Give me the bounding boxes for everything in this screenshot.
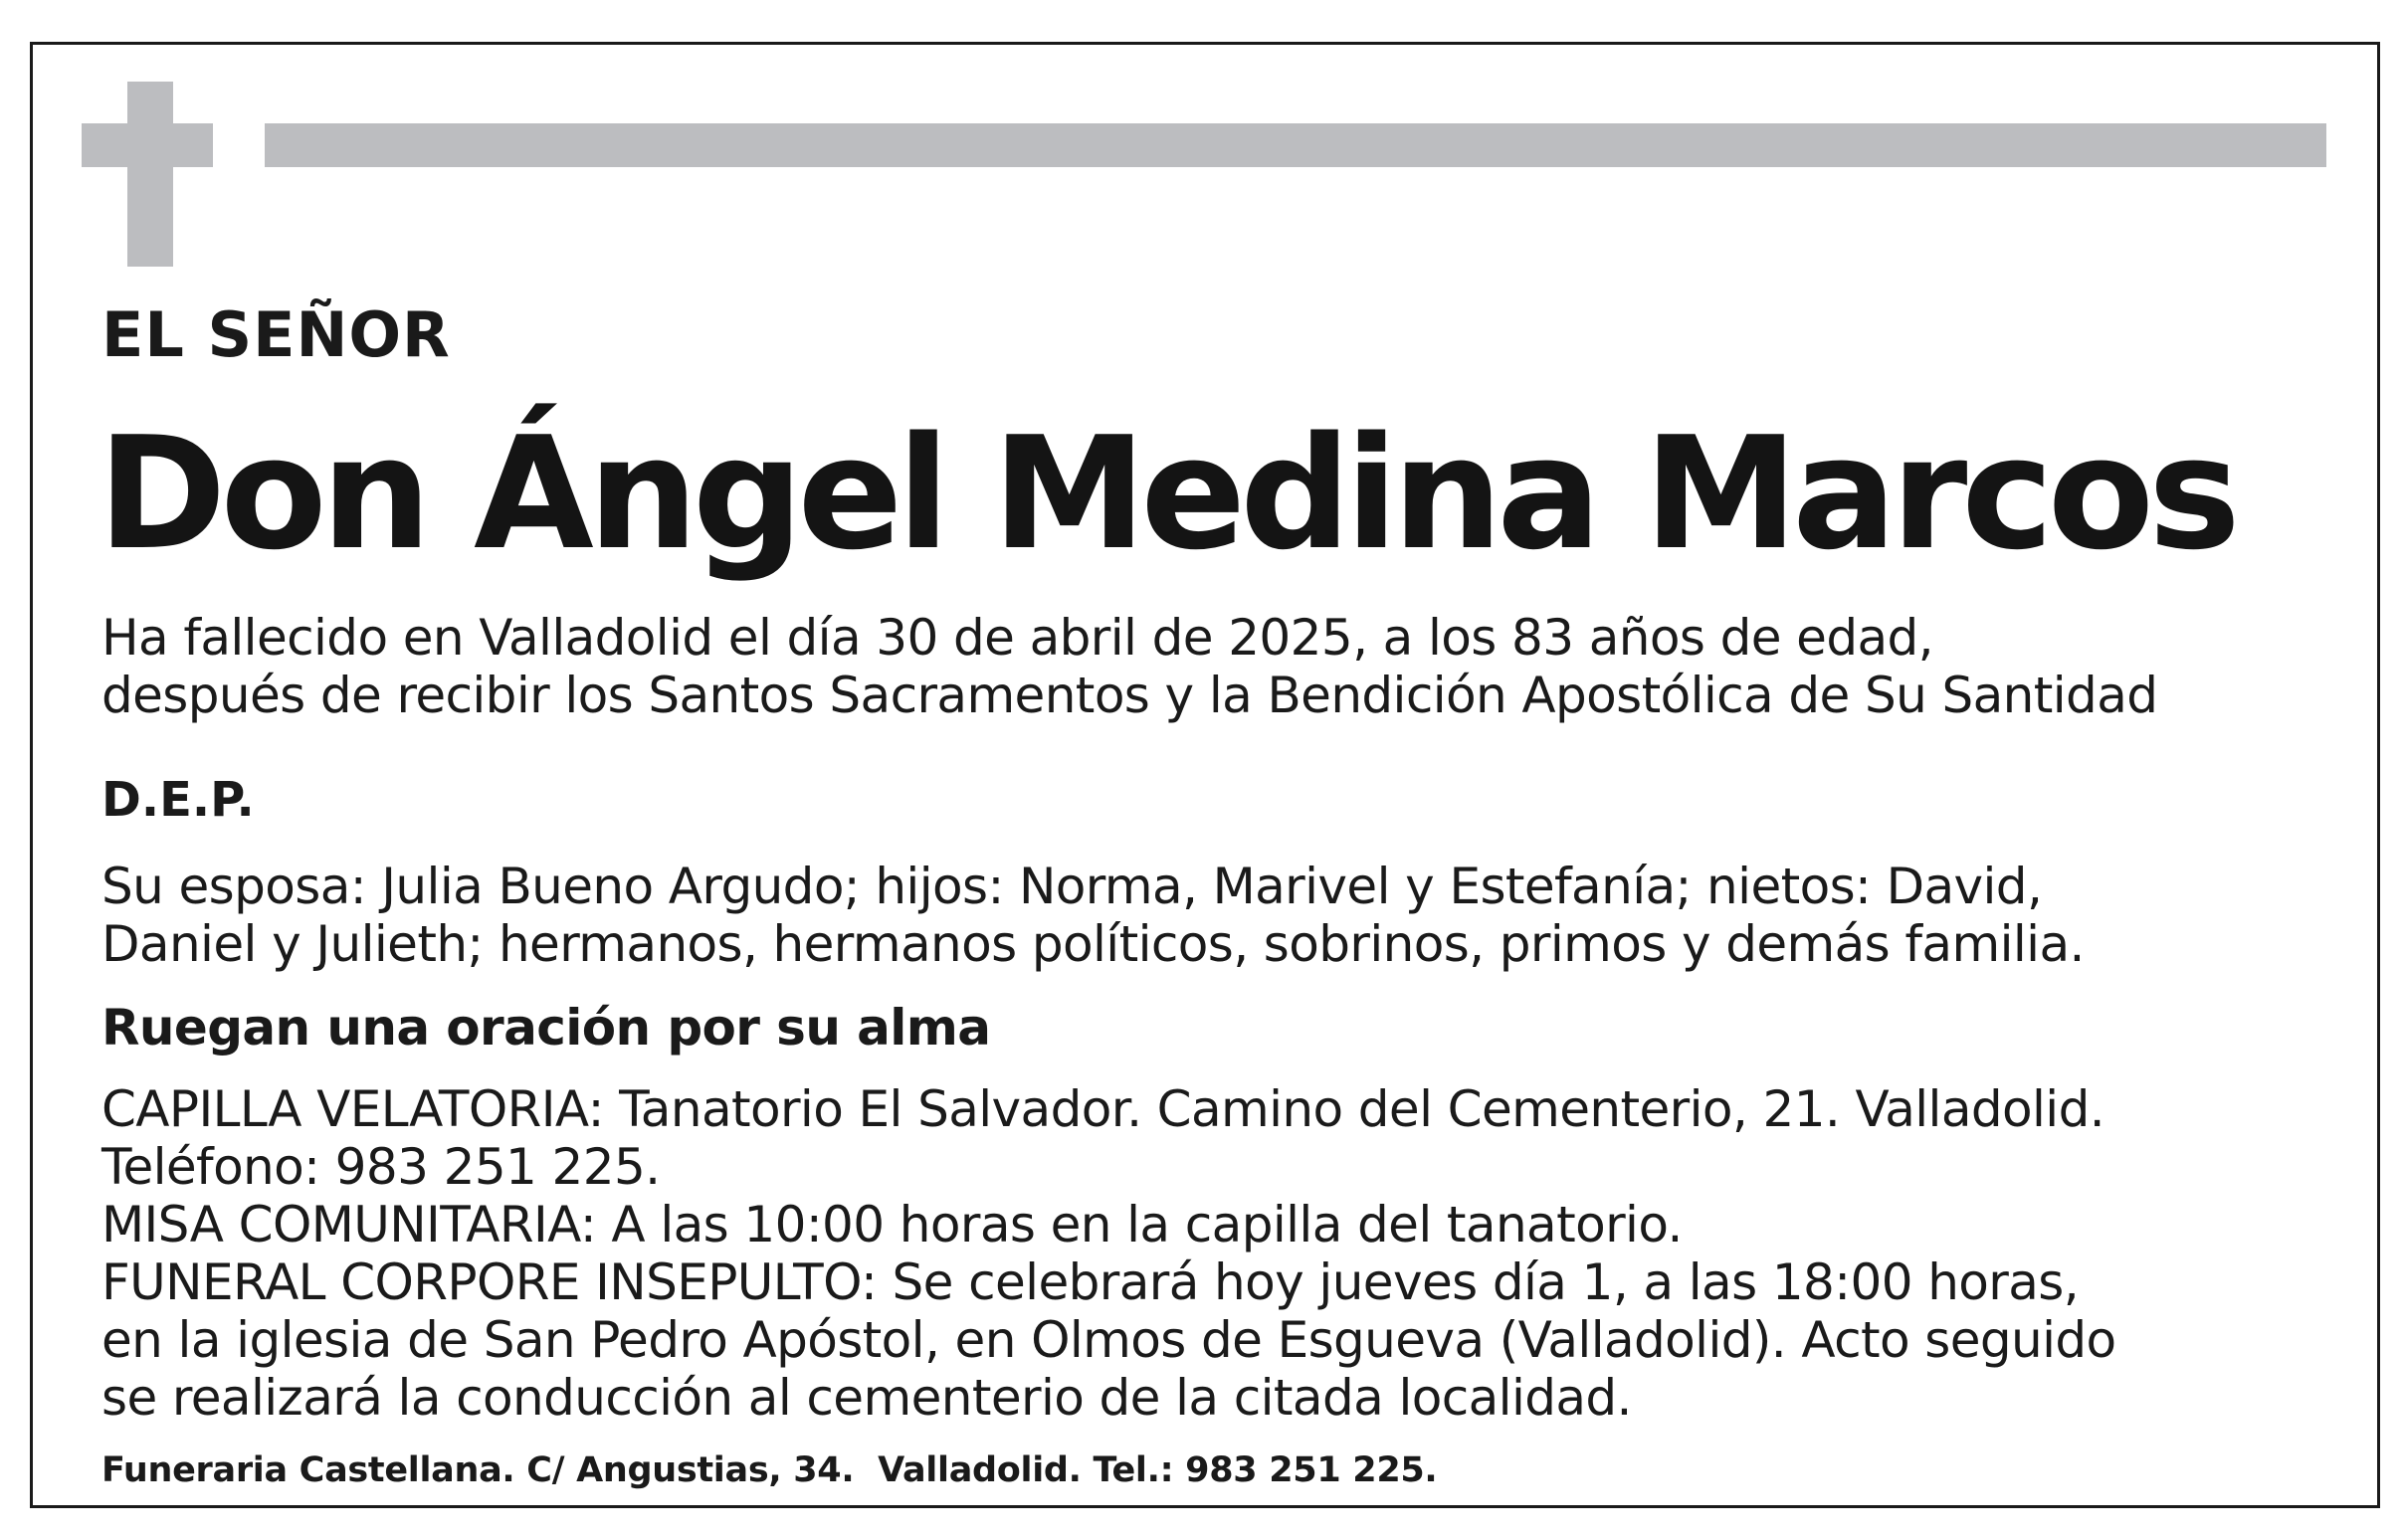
family-line: Daniel y Julieth; hermanos, hermanos políticos, sobrinos, primos y demás familia.: [101, 915, 2085, 973]
detail-line: en la iglesia de San Pedro Apóstol, en Olmos de Esgueva (Valladolid). Acto seguido: [101, 1311, 2116, 1369]
family-line: Su esposa: Julia Bueno Argudo; hijos: Norma, Marivel y Estefanía; nietos: David,: [101, 858, 2043, 915]
detail-line: Teléfono: 983 251 225.: [101, 1138, 661, 1196]
death-line: Ha fallecido en Valladolid el día 30 de abril de 2025, a los 83 años de edad,: [101, 609, 1933, 667]
header-bar: [265, 123, 2326, 167]
detail-line: FUNERAL CORPORE INSEPULTO: Se celebrará hoy jueves día 1, a las 18:00 horas,: [101, 1253, 2080, 1311]
funeral-home-footer: Funeraria Castellana. C/ Angustias, 34. Valladolid. Tel.: 983 251 225.: [101, 1450, 1438, 1490]
honorific: EL SEÑOR: [101, 298, 451, 371]
detail-line: MISA COMUNITARIA: A las 10:00 horas en la capilla del tanatorio.: [101, 1196, 1683, 1253]
deceased-name: Don Ángel Medina Marcos: [98, 403, 2235, 584]
detail-line: CAPILLA VELATORIA: Tanatorio El Salvador. Camino del Cementerio, 21. Valladolid.: [101, 1080, 2105, 1138]
dep-label: D.E.P.: [101, 772, 255, 828]
family-list: [101, 858, 2330, 973]
cross-icon-crossbar: [82, 123, 213, 167]
service-details: [101, 1080, 2330, 1427]
prayer-request: Ruegan una oración por su alma: [101, 999, 991, 1057]
detail-line: se realizará la conducción al cementerio de la citada localidad.: [101, 1369, 1632, 1427]
death-line: después de recibir los Santos Sacramentos y la Bendición Apostólica de Su Santidad: [101, 667, 2158, 724]
cross-icon: [127, 82, 173, 267]
death-announcement: [101, 609, 2330, 724]
